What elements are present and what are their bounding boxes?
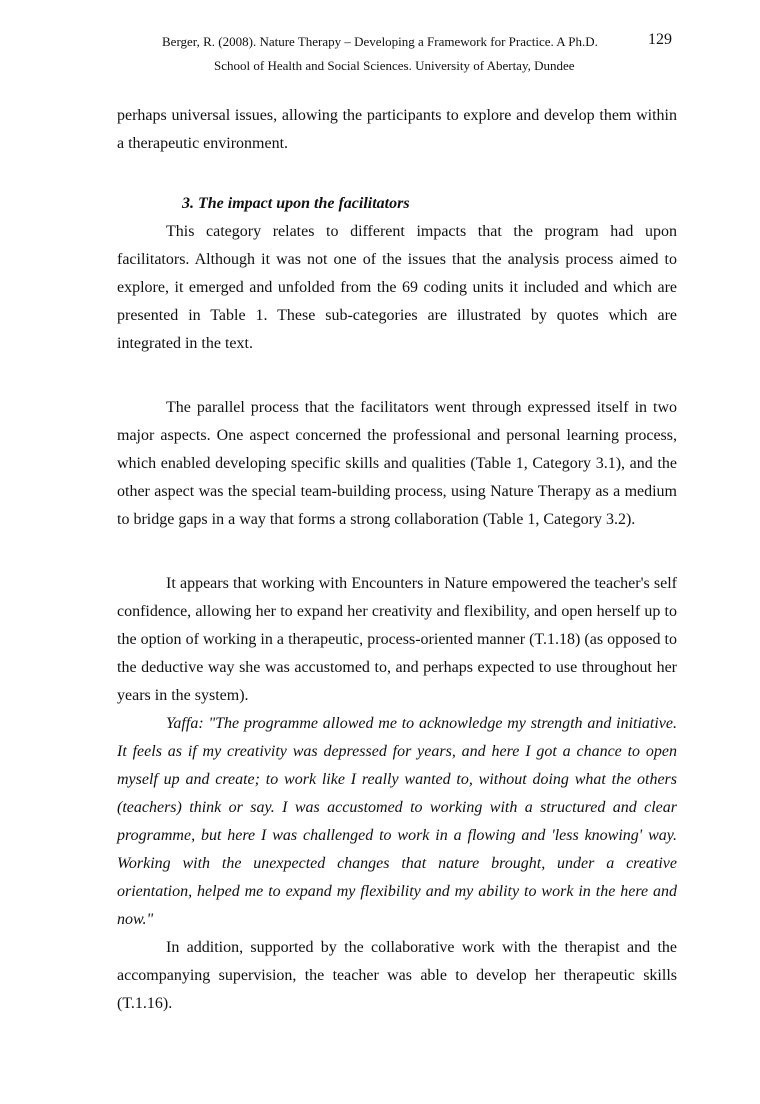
body-text — [117, 102, 677, 1018]
header-reference: Berger, R. (2008). Nature Therapy – Developing a Framework for Practice. A Ph.D. — [162, 34, 598, 49]
header-institution: School of Health and Social Sciences. University of Abertay, Dundee — [214, 58, 575, 73]
paragraph-teacher-confidence: It appears that working with Encounters in Nature empowered the teacher's self confidence, allowing her to expand her creativity and flexibility, and open herself up to the option of working in a therapeutic, process-oriented manner (T.1.18) (as opposed to the deductive way she was accustomed to, and perhaps expected to use throughout her years in the system). — [117, 575, 677, 704]
paragraph-therapeutic-skills: In addition, supported by the collaborative work with the therapist and the accompanying supervision, the teacher was able to develop her therapeutic skills (T.1.16). — [117, 939, 677, 1012]
page-number: 129 — [648, 31, 672, 48]
intro-paragraph: perhaps universal issues, allowing the participants to explore and develop them within a therapeutic environment. — [117, 107, 677, 152]
quote-yaffa: Yaffa: "The programme allowed me to acknowledge my strength and initiative. It feels as if my creativity was depressed for years, and here I got a chance to open myself up and create; to work like I really wanted to, without doing what the others (teachers) think or say. I was accustomed to working with a structured and clear programme, but here I was challenged to work in a flowing and 'less knowing' way. Working with the unexpected changes that nature brought, under a creative orientation, helped me to expand my flexibility and my ability to work in the here and now." — [117, 715, 677, 928]
paragraph-category-description: This category relates to different impacts that the program had upon facilitators. Although it was not one of the issues that the analysis process aimed to explore, it emerged and unfolded from the 69 coding units it included and which are presented in Table 1. These sub-categories are illustrated by quotes which are integrated in the text. — [117, 223, 677, 352]
paragraph-parallel-process: The parallel process that the facilitators went through expressed itself in two major aspects. One aspect concerned the professional and personal learning process, which enabled developing specific skills and qualities (Table 1, Category 3.1), and the other aspect was the special team-building process, using Nature Therapy as a medium to bridge gaps in a way that forms a strong collaboration (Table 1, Category 3.2). — [117, 399, 677, 528]
section-heading: 3. The impact upon the facilitators — [182, 195, 410, 212]
